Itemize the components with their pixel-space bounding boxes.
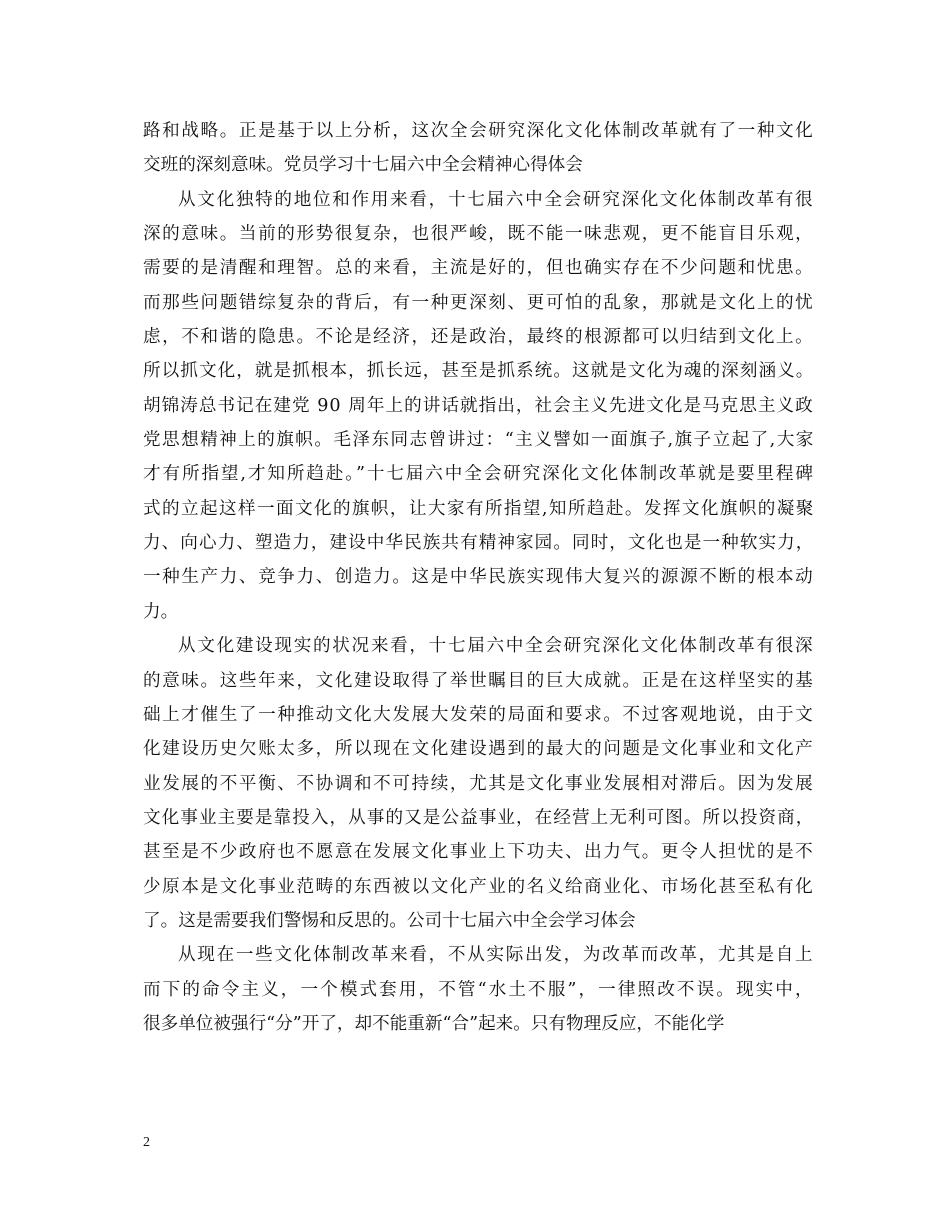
- text-line: 才有所指望,才知所趋赴。”十七届六中全会研究深化文化体制改革就是要里程碑: [143, 464, 815, 485]
- text-line: 甚至是不少政府也不愿意在发展文化事业上下功夫、出力气。更令人担忧的是不: [143, 842, 815, 863]
- text-line: 化建设历史欠账太多，所以现在文化建设遇到的最大的问题是文化事业和文化产: [143, 739, 815, 760]
- text-line: 而下的命令主义，一个模式套用，不管“水土不服”，一律照改不误。现实中，: [143, 979, 815, 1000]
- text-line: 很多单位被强行“分”开了，却不能重新“合”起来。只有物理反应，不能化学: [143, 1013, 725, 1034]
- text-line: 了。这是需要我们警惕和反思的。公司十七届六中全会学习体会: [143, 910, 636, 931]
- text-line: 需要的是清醒和理智。总的来看，主流是好的，但也确实存在不少问题和忧患。: [143, 258, 815, 279]
- text-line: 从文化独特的地位和作用来看，十七届六中全会研究深化文化体制改革有很: [178, 189, 815, 210]
- text-line: 虑，不和谐的隐患。不论是经济，还是政治，最终的根源都可以归结到文化上。: [143, 327, 815, 348]
- paragraph: [143, 938, 813, 1041]
- paragraph: [143, 114, 813, 183]
- paragraph: [143, 183, 813, 629]
- text-line: 力、向心力、塑造力，建设中华民族共有精神家园。同时，文化也是一种软实力，: [143, 533, 815, 554]
- text-line: 所以抓文化，就是抓根本，抓长远，甚至是抓系统。这就是文化为魂的深刻涵义。: [143, 361, 815, 382]
- text-line: 党思想精神上的旗帜。毛泽东同志曾讲过：“主义譬如一面旗子,旗子立起了,大家: [143, 430, 815, 451]
- text-line: 从现在一些文化体制改革来看，不从实际出发，为改革而改革，尤其是自上: [178, 945, 815, 966]
- text-line: 深的意味。当前的形势很复杂，也很严峻，既不能一味悲观，更不能盲目乐观，: [143, 224, 815, 245]
- paragraph: [143, 629, 813, 938]
- document-body: [143, 114, 813, 1041]
- text-line: 交班的深刻意味。党员学习十七届六中全会精神心得体会: [143, 155, 583, 176]
- text-line: 础上才催生了一种推动文化大发展大发荣的局面和要求。不过客观地说，由于文: [143, 704, 815, 725]
- document-page: [143, 114, 813, 1041]
- text-line: 路和战略。正是基于以上分析，这次全会研究深化文化体制改革就有了一种文化: [143, 121, 815, 141]
- text-line: 文化事业主要是靠投入，从事的又是公益事业，在经营上无利可图。所以投资商，: [143, 807, 815, 828]
- text-line: 少原本是文化事业范畴的东西被以文化产业的名义给商业化、市场化甚至私有化: [143, 876, 815, 897]
- page-number: 2: [143, 1135, 150, 1150]
- text-line: 力。: [143, 601, 179, 622]
- text-line: 式的立起这样一面文化的旗帜，让大家有所指望,知所趋赴。发挥文化旗帜的凝聚: [143, 498, 815, 519]
- text-line: 一种生产力、竞争力、创造力。这是中华民族实现伟大复兴的源源不断的根本动: [143, 567, 815, 588]
- text-line: 的意味。这些年来，文化建设取得了举世瞩目的巨大成就。正是在这样坚实的基: [143, 670, 815, 691]
- text-line: 而那些问题错综复杂的背后，有一种更深刻、更可怕的乱象，那就是文化上的忧: [143, 292, 815, 313]
- text-line: 胡锦涛总书记在建党 90 周年上的讲话就指出，社会主义先进文化是马克思主义政: [143, 395, 814, 416]
- text-line: 从文化建设现实的状况来看，十七届六中全会研究深化文化体制改革有很深: [178, 636, 815, 657]
- text-line: 业发展的不平衡、不协调和不可持续，尤其是文化事业发展相对滞后。因为发展: [143, 773, 815, 794]
